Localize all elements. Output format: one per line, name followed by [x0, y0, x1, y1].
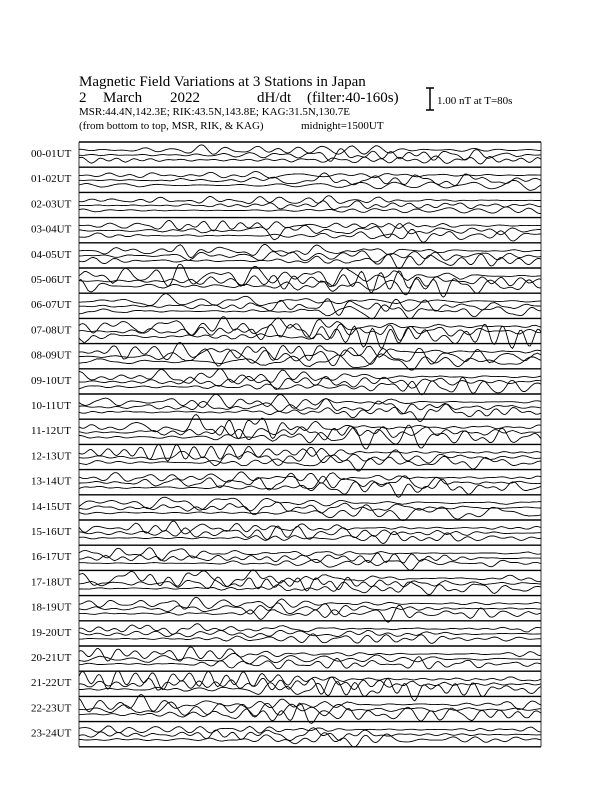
trace-rik	[79, 553, 541, 563]
hour-row	[31, 621, 541, 644]
hour-label: 00-01UT	[31, 148, 72, 160]
hour-row	[31, 470, 541, 498]
hour-rows	[31, 142, 541, 747]
hour-row	[31, 264, 541, 297]
trace-msr	[79, 679, 541, 701]
trace-kag	[79, 196, 541, 204]
hour-label: 09-10UT	[31, 374, 72, 387]
hour-row	[31, 415, 541, 449]
hour-label: 04-05UT	[31, 248, 72, 261]
hour-row	[31, 218, 541, 243]
hour-label: 01-02UT	[31, 173, 72, 186]
hour-row	[31, 495, 541, 521]
trace-msr	[79, 324, 541, 348]
hour-row	[31, 596, 541, 623]
hour-row	[31, 192, 541, 213]
hour-row	[31, 369, 541, 395]
chart-quantity: dH/dt	[257, 90, 292, 106]
hour-row	[31, 722, 541, 748]
hour-label: 03-04UT	[31, 223, 72, 236]
trace-kag	[79, 521, 541, 534]
trace-kag	[79, 394, 541, 408]
chart-title: Magnetic Field Variations at 3 Stations in Japan	[79, 74, 366, 90]
trace-msr	[79, 279, 541, 298]
trace-kag	[79, 497, 541, 511]
hour-label: 14-15UT	[31, 500, 72, 513]
hour-label: 10-11UT	[31, 400, 71, 412]
trace-msr	[79, 559, 541, 570]
hour-label: 12-13UT	[31, 450, 72, 463]
hour-label: 08-09UT	[31, 349, 72, 362]
hour-row	[31, 243, 541, 269]
chart-day: 2	[79, 90, 87, 106]
hour-row	[31, 167, 541, 190]
chart-header	[79, 74, 399, 132]
hour-row	[31, 520, 541, 544]
trace-msr	[79, 425, 541, 449]
trace-kag	[79, 343, 541, 361]
hour-label: 18-19UT	[31, 601, 72, 614]
hour-row	[31, 142, 541, 164]
hour-label: 17-18UT	[31, 576, 72, 589]
hour-label: 23-24UT	[31, 727, 72, 740]
chart-station-coords: MSR:44.4N,142.3E; RIK:43.5N,143.8E; KAG:31.5N,130.7E	[79, 106, 351, 118]
hour-label: 22-23UT	[31, 702, 72, 715]
scale-bar-label: 1.00 nT at T=80s	[437, 95, 513, 107]
hour-row	[31, 646, 541, 669]
hour-label: 11-12UT	[31, 425, 71, 438]
hour-label: 16-17UT	[31, 551, 72, 564]
chart-month: March	[103, 90, 143, 106]
hour-row	[31, 394, 541, 422]
hour-label: 20-21UT	[31, 652, 72, 664]
trace-rik	[79, 224, 541, 240]
chart-filter: (filter:40-160s)	[307, 90, 399, 106]
trace-kag	[79, 415, 541, 439]
hour-row	[31, 545, 541, 570]
trace-msr	[79, 229, 541, 242]
chart-year: 2022	[170, 90, 200, 106]
hour-label: 02-03UT	[31, 198, 72, 211]
trace-msr	[79, 305, 541, 319]
hour-label: 07-08UT	[31, 324, 72, 337]
trace-msr	[79, 207, 541, 214]
trace-kag	[79, 624, 541, 635]
hour-row	[31, 343, 541, 371]
hour-row	[31, 695, 541, 724]
trace-msr	[79, 156, 541, 164]
hour-label: 06-07UT	[31, 299, 72, 312]
hour-label: 19-20UT	[31, 626, 72, 639]
hour-row	[31, 570, 541, 595]
hour-row	[31, 293, 541, 319]
hour-row	[31, 444, 541, 471]
hour-label: 05-06UT	[31, 274, 72, 286]
scale-bar	[426, 88, 512, 110]
hour-label: 21-22UT	[31, 677, 72, 690]
chart-midnight-note: midnight=1500UT	[301, 120, 384, 132]
trace-msr	[79, 181, 541, 191]
trace-kag	[79, 294, 541, 306]
hour-label: 13-14UT	[31, 475, 72, 488]
trace-rik	[79, 630, 541, 637]
trace-kag	[79, 444, 541, 461]
hour-label: 15-16UT	[31, 526, 72, 538]
chart-station-order: (from bottom to top, MSR, RIK, & KAG)	[79, 120, 264, 132]
trace-msr	[79, 582, 541, 595]
